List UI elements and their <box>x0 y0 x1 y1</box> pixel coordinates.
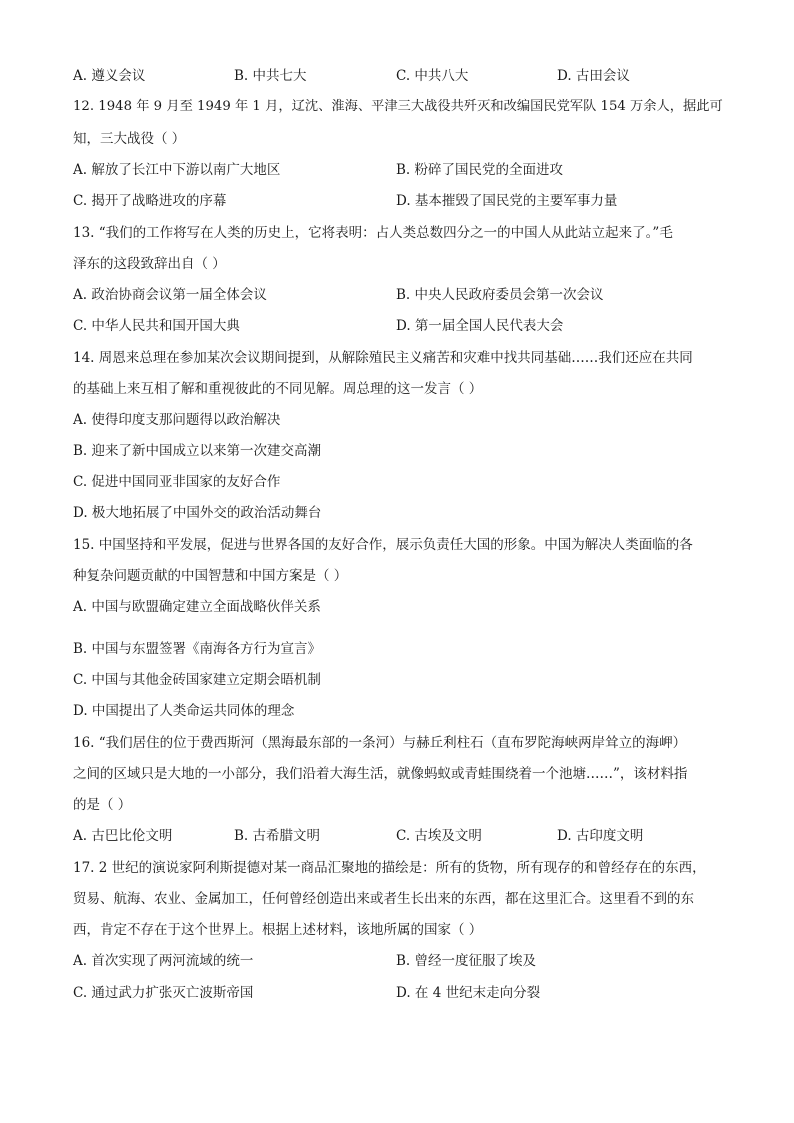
q15-option-c: C. 中国与其他金砖国家建立定期会晤机制 <box>73 672 321 688</box>
q16-option-a: A. 古巴比伦文明 <box>73 828 173 844</box>
q13-option-a: A. 政治协商会议第一届全体会议 <box>73 287 267 303</box>
q14-stem-line2: 的基础上来互相了解和重视彼此的不同见解。周总理的这一发言（ ） <box>73 381 483 397</box>
q14-option-a: A. 使得印度支那问题得以政治解决 <box>73 412 281 428</box>
q11-option-d: D. 古田会议 <box>557 68 630 84</box>
q12-stem-line2: 知，三大战役（ ） <box>73 131 186 147</box>
q15-option-b: B. 中国与东盟签署《南海各方行为宣言》 <box>73 641 322 657</box>
q12-option-c: C. 揭开了战略进攻的序幕 <box>73 193 227 209</box>
q12-option-b: B. 粉碎了国民党的全面进攻 <box>396 162 564 178</box>
q17-stem-line3: 西，肯定不存在于这个世界上。根据上述材料，该地所属的国家（ ） <box>73 922 483 938</box>
q13-option-b: B. 中央人民政府委员会第一次会议 <box>396 287 604 303</box>
q16-option-b: B. 古希腊文明 <box>234 828 321 844</box>
q13-option-c: C. 中华人民共和国开国大典 <box>73 318 240 334</box>
q12-stem-line1: 12. 1948 年 9 月至 1949 年 1 月，辽沈、淮海、平津三大战役共歼灭和改编国民党军队 154 万余人，据此可 <box>73 99 723 114</box>
q15-stem-line2: 种复杂问题贡献的中国智慧和中国方案是（ ） <box>73 568 348 584</box>
q17-option-d: D. 在 4 世纪末走向分裂 <box>396 985 541 1001</box>
q16-option-d: D. 古印度文明 <box>557 828 644 844</box>
q13-stem-line1: 13. “我们的工作将写在人类的历史上，它将表明：占人类总数四分之一的中国人从此站立起来了。”毛 <box>73 225 673 241</box>
q15-option-d: D. 中国提出了人类命运共同体的理念 <box>73 703 295 719</box>
q15-option-a: A. 中国与欧盟确定建立全面战略伙伴关系 <box>73 599 321 615</box>
q11-option-a: A. 遵义会议 <box>73 68 146 84</box>
q16-stem-line2: 之间的区域只是大地的一小部分，我们沿着大海生活，就像蚂蚁或青蛙围绕着一个池塘……”，该材料指 <box>73 766 688 782</box>
q16-stem-line3: 的是（ ） <box>73 797 132 813</box>
q17-option-b: B. 曾经一度征服了埃及 <box>396 953 537 969</box>
q14-option-b: B. 迎来了新中国成立以来第一次建交高潮 <box>73 443 322 459</box>
q12-option-a: A. 解放了长江中下游以南广大地区 <box>73 162 281 178</box>
q14-option-d: D. 极大地拓展了中国外交的政治活动舞台 <box>73 505 322 521</box>
q13-stem-line2: 泽东的这段致辞出自（ ） <box>73 256 226 272</box>
q17-option-c: C. 通过武力扩张灭亡波斯帝国 <box>73 985 254 1001</box>
q17-option-a: A. 首次实现了两河流域的统一 <box>73 953 254 969</box>
q11-option-c: C. 中共八大 <box>396 68 469 84</box>
q12-option-d: D. 基本摧毁了国民党的主要军事力量 <box>396 193 618 209</box>
q16-option-c: C. 古埃及文明 <box>396 828 482 844</box>
q11-option-b: B. 中共七大 <box>234 68 307 84</box>
q14-stem-line1: 14. 周恩来总理在参加某次会议期间提到，从解除殖民主义痛苦和灾难中找共同基础……我们还应在共同 <box>73 350 693 366</box>
q17-stem-line2: 贸易、航海、农业、金属加工，任何曾经创造出来或者生长出来的东西，都在这里汇合。这里看不到的东 <box>73 891 694 907</box>
q15-stem-line1: 15. 中国坚持和平发展，促进与世界各国的友好合作，展示负责任大国的形象。中国为解决人类面临的各 <box>73 537 693 553</box>
q17-stem-line1: 17. 2 世纪的演说家阿利斯提德对某一商品汇聚地的描绘是：所有的货物，所有现存的和曾经存在的东西， <box>73 860 706 876</box>
q13-option-d: D. 第一届全国人民代表大会 <box>396 318 564 334</box>
q14-option-c: C. 促进中国同亚非国家的友好合作 <box>73 474 281 490</box>
q16-stem-line1: 16. “我们居住的位于费西斯河（黑海最东部的一条河）与赫丘利柱石（直布罗陀海峡两岸耸立的海岬） <box>73 735 687 751</box>
